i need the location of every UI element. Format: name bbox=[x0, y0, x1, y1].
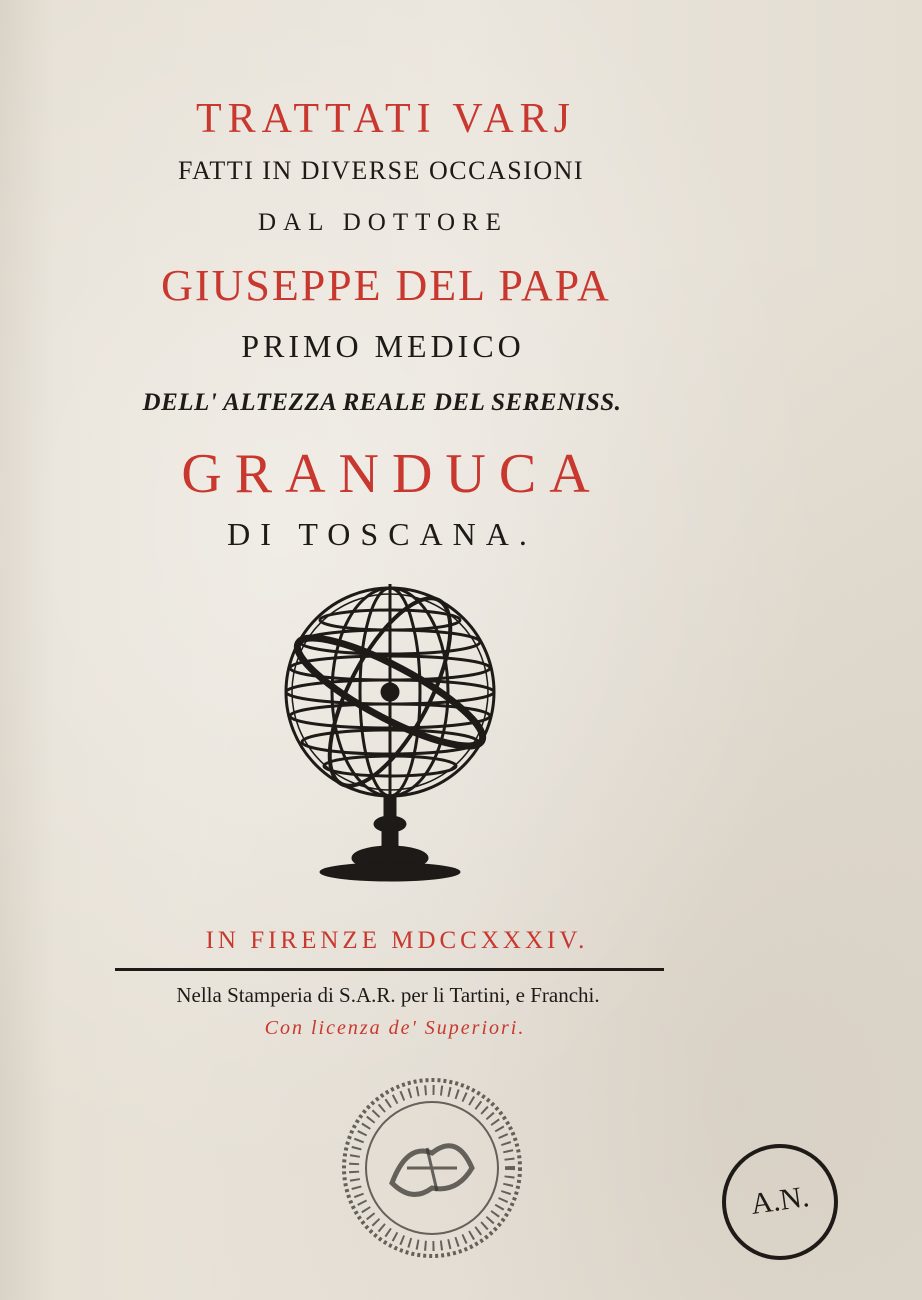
printer-line: Nella Stamperia di S.A.R. per li Tartini, e Franchi. bbox=[176, 983, 600, 1007]
library-stamp-icon bbox=[337, 1073, 527, 1263]
title-line-fatti: FATTI IN DIVERSE OCCASIONI bbox=[177, 156, 585, 185]
license-line: Con licenza de' Superiori. bbox=[264, 1017, 526, 1039]
armillary-sphere-icon bbox=[270, 580, 510, 900]
horizontal-rule bbox=[115, 968, 664, 971]
author-name: GIUSEPPE DEL PAPA bbox=[161, 261, 611, 310]
granduca-line: GRANDUCA bbox=[181, 443, 603, 505]
title-line-dottore: DAL DOTTORE bbox=[258, 209, 508, 236]
author-role: PRIMO MEDICO bbox=[241, 328, 525, 364]
imprint-place-date: IN FIRENZE MDCCXXXIV. bbox=[205, 927, 589, 954]
monogram-text: A.N. bbox=[748, 1180, 812, 1221]
toscana-line: DI TOSCANA. bbox=[227, 516, 537, 552]
title-line-trattati: TRATTATI VARJ bbox=[196, 96, 576, 142]
author-role-detail: DELL' ALTEZZA REALE DEL SERENISS. bbox=[142, 389, 622, 416]
